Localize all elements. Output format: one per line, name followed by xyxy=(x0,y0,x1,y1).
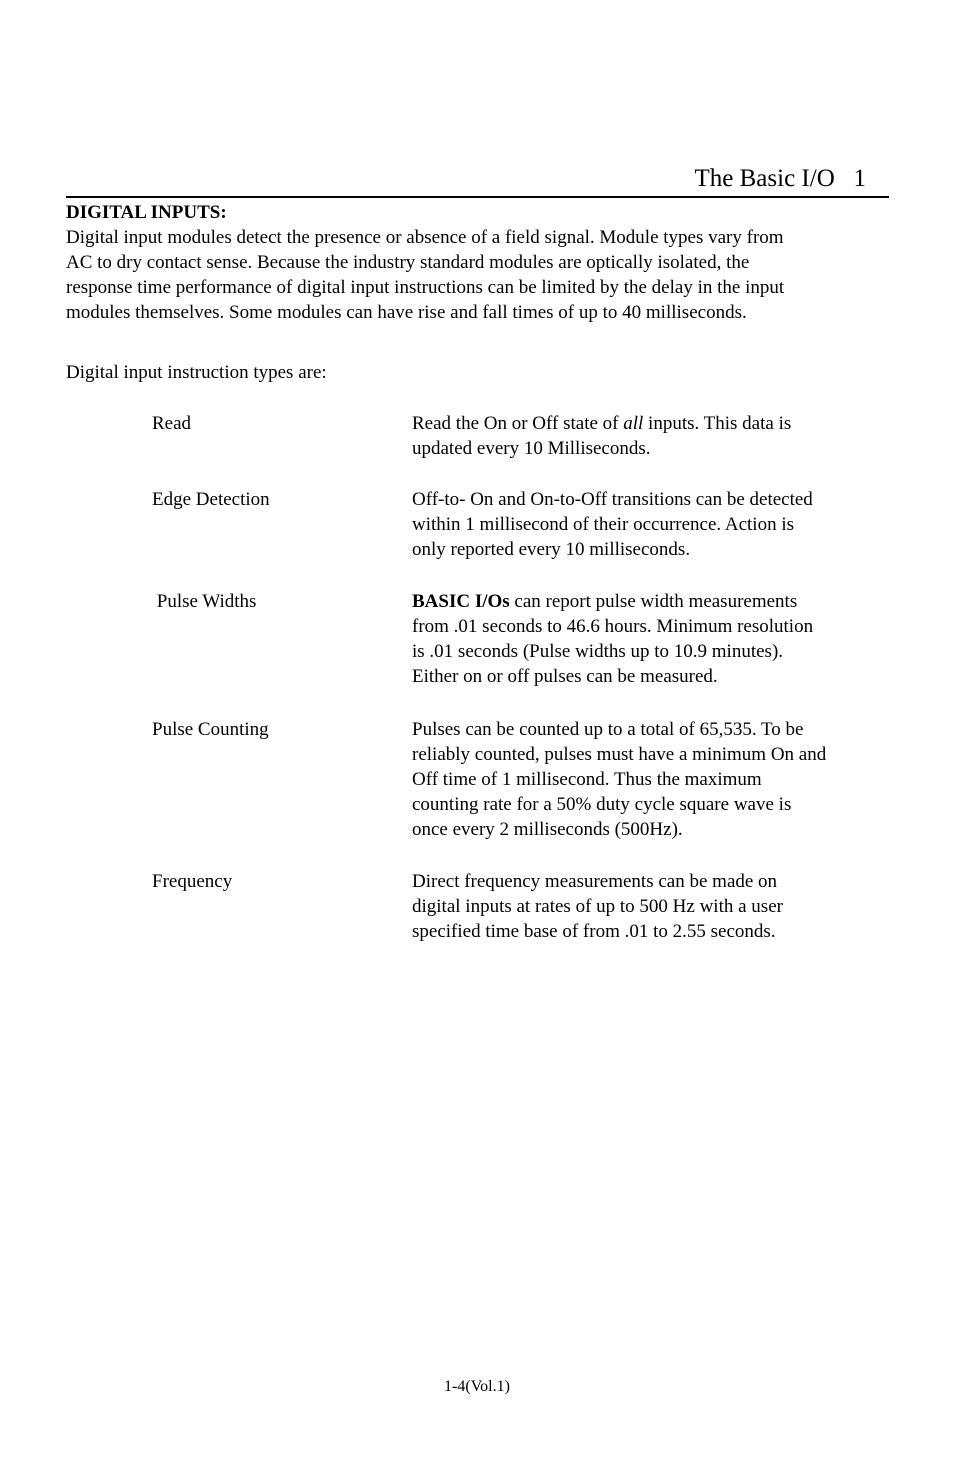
text-run: inputs. This data is xyxy=(643,413,792,434)
type-desc-pulse-widths xyxy=(412,589,892,689)
type-desc-line: reliably counted, pulses must have a minimum On and xyxy=(412,744,827,765)
intro-line: response time performance of digital input instructions can be limited by the delay in the input xyxy=(66,277,785,298)
text-run: Read the On or Off state of xyxy=(412,413,624,434)
type-desc-line: specified time base of from .01 to 2.55 seconds. xyxy=(412,921,776,942)
type-term-edge-detection: Edge Detection xyxy=(152,489,270,510)
text-run: can report pulse width measurements xyxy=(509,591,798,612)
intro-line: modules themselves. Some modules can have rise and fall times of up to 40 milliseconds. xyxy=(66,302,747,323)
intro-paragraph xyxy=(66,225,896,325)
type-desc-line: from .01 seconds to 46.6 hours. Minimum resolution xyxy=(412,616,814,637)
type-desc-line xyxy=(412,589,892,614)
type-desc-line: within 1 millisecond of their occurrence. Action is xyxy=(412,514,795,535)
type-term-pulse-counting: Pulse Counting xyxy=(152,719,269,740)
type-term-pulse-widths: Pulse Widths xyxy=(152,591,257,612)
type-desc-line: Pulses can be counted up to a total of 65,535. To be xyxy=(412,719,804,740)
type-desc-line: Off-to- On and On-to-Off transitions can be detected xyxy=(412,489,813,510)
types-label: Digital input instruction types are: xyxy=(66,362,327,383)
type-desc-line: digital inputs at rates of up to 500 Hz with a user xyxy=(412,896,783,917)
emphasis-text: all xyxy=(623,413,644,434)
type-desc-line: only reported every 10 milliseconds. xyxy=(412,539,691,560)
type-desc-read xyxy=(412,411,892,461)
type-desc-line: Off time of 1 millisecond. Thus the maximum xyxy=(412,769,762,790)
section-heading: DIGITAL INPUTS: xyxy=(66,202,227,223)
type-desc-line: once every 2 milliseconds (500Hz). xyxy=(412,819,683,840)
header-rule xyxy=(66,196,889,198)
type-desc-line xyxy=(412,411,892,436)
page-header-title: The Basic I/O 1 xyxy=(694,165,866,192)
type-term-read: Read xyxy=(152,413,192,434)
type-desc-line: updated every 10 Milliseconds. xyxy=(412,438,651,459)
type-desc-edge-detection xyxy=(412,487,892,562)
type-desc-line: counting rate for a 50% duty cycle square wave is xyxy=(412,794,792,815)
type-desc-line: is .01 seconds (Pulse widths up to 10.9 minutes). xyxy=(412,641,784,662)
page-footer-number: 1-4(Vol.1) xyxy=(444,1378,510,1395)
type-desc-pulse-counting xyxy=(412,717,892,842)
type-desc-line: Direct frequency measurements can be made on xyxy=(412,871,778,892)
type-term-frequency: Frequency xyxy=(152,871,233,892)
intro-line: Digital input modules detect the presence or absence of a field signal. Module types vary from xyxy=(66,227,784,248)
type-desc-line: Either on or off pulses can be measured. xyxy=(412,666,718,687)
intro-line: AC to dry contact sense. Because the industry standard modules are optically isolated, the xyxy=(66,252,750,273)
type-desc-frequency xyxy=(412,869,892,944)
bold-text: BASIC I/Os xyxy=(412,591,510,612)
